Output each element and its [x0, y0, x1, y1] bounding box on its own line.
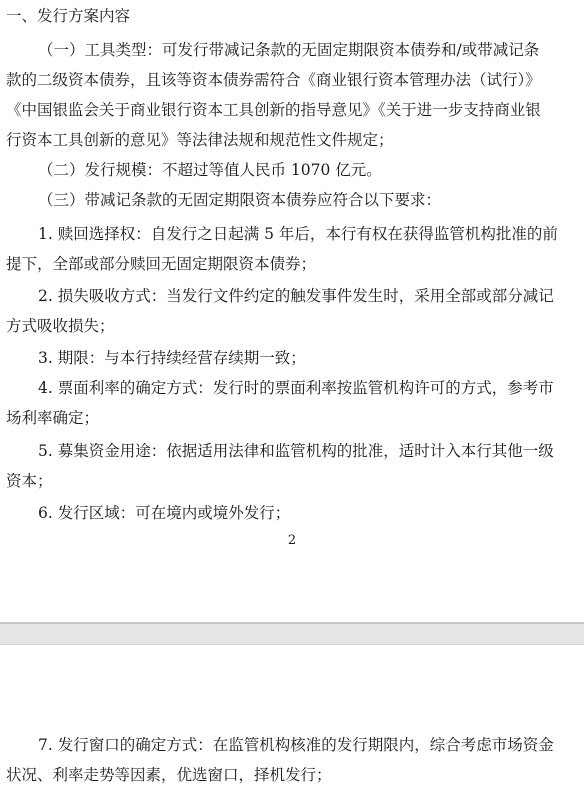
item-1-line-2: 款的二级资本债券，且该等资本债券需符合《商业银行资本管理办法（试行）》 — [6, 71, 541, 89]
document-page-2 — [0, 645, 584, 791]
page-separator — [0, 622, 584, 645]
sub-2-line-1: 2. 损失吸收方式：当发行文件约定的触发事件发生时，采用全部或部分减记 — [38, 287, 554, 305]
sub-5-line-1: 5. 募集资金用途：依据适用法律和监管机构的批准，适时计入本行其他一级 — [38, 442, 554, 460]
sub-4-line-2: 场利率确定； — [6, 409, 100, 427]
sub-7-line-1: 7. 发行窗口的确定方式：在监管机构核准的发行期限内，综合考虑市场资金 — [38, 736, 554, 754]
sub-2-line-2: 方式吸收损失； — [6, 317, 115, 335]
sub-5-line-2: 资本； — [6, 472, 53, 490]
item-2: （二）发行规模：不超过等值人民币 1070 亿元。 — [38, 161, 382, 179]
item-1-line-1: （一）工具类型：可发行带减记条款的无固定期限资本债券和/或带减记条 — [38, 41, 540, 59]
sub-7-line-2: 状况、利率走势等因素，优选窗口，择机发行； — [6, 766, 332, 784]
sub-4-line-1: 4. 票面利率的确定方式：发行时的票面利率按监管机构许可的方式，参考市 — [38, 379, 554, 397]
sub-6: 6. 发行区域：可在境内或境外发行； — [38, 504, 291, 522]
sub-1-line-1: 1. 赎回选择权：自发行之日起满 5 年后，本行有权在获得监管机构批准的前 — [38, 225, 558, 243]
item-1-line-4: 行资本工具创新的意见》等法律法规和规范性文件规定； — [6, 131, 394, 149]
page-number: 2 — [287, 533, 297, 548]
sub-1-line-2: 提下，全部或部分赎回无固定期限资本债券； — [6, 255, 317, 273]
item-1-line-3: 《中国银监会关于商业银行资本工具创新的指导意见》《关于进一步支持商业银 — [6, 101, 541, 119]
item-3: （三）带减记条款的无固定期限资本债券应符合以下要求： — [38, 191, 442, 209]
sub-3: 3. 期限：与本行持续经营存续期一致； — [38, 349, 306, 367]
section-heading: 一、发行方案内容 — [6, 7, 131, 25]
